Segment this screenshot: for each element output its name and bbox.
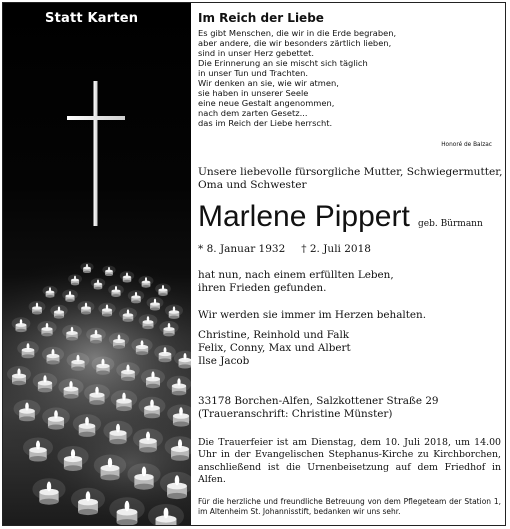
address-line: 33178 Borchen-Alfen, Salzkottener Straße 29 [198, 395, 439, 407]
cross-with-candles-icon [3, 3, 191, 525]
poem-line: nach dem zarten Gesetz... [198, 108, 308, 119]
family-line: Felix, Conny, Max und Albert [198, 342, 351, 355]
address-line: (Traueranschrift: Christine Münster) [198, 408, 393, 421]
poem-line: in unser Tun und Trachten. [198, 68, 308, 79]
peace-statement [198, 269, 503, 295]
family-line: Christine, Reinhold und Falk [198, 329, 350, 341]
peace-line: hat nun, nach einem erfüllten Leben, [198, 269, 394, 281]
death-date: † 2. Juli 2018 [301, 243, 371, 255]
poem-line: Die Erinnerung an sie mischt sich täglich [198, 58, 368, 69]
memory-line: Wir werden sie immer im Herzen behalten. [198, 309, 427, 321]
cross-horizontal-beam [67, 116, 125, 120]
poem-title: Im Reich der Liebe [198, 11, 324, 25]
statt-karten-label: Statt Karten [45, 11, 139, 26]
poem-author: Honoré de Balzac [441, 142, 492, 148]
family-names [198, 329, 503, 369]
poem-line: Es gibt Menschen, die wir in die Erde begraben, [198, 28, 397, 38]
mourning-address [198, 395, 503, 421]
deceased-name: Marlene Pippert [198, 200, 410, 233]
cross-candle-photo [3, 3, 191, 525]
thanks-note: Für die herzliche und freundliche Betreuung von dem Pflegeteam der Station 1, im Altenheim St. Johannisstift, bedanken wir uns sehr. [198, 497, 501, 517]
peace-line: ihren Frieden gefunden. [198, 282, 327, 295]
relation-text: Unsere liebevolle fürsorgliche Mutter, Schwiegermutter, Oma und Schwester [198, 166, 503, 192]
cross-vertical-beam [94, 81, 98, 226]
poem-line: sie haben in unserer Seele [198, 88, 309, 99]
obituary-notice [2, 2, 506, 526]
family-line: Ilse Jacob [198, 355, 250, 368]
poem-line: das im Reich der Liebe herrscht. [198, 118, 333, 129]
poem [198, 28, 500, 128]
maiden-name: geb. Bürmann [418, 219, 483, 229]
funeral-service-info: Die Trauerfeier ist am Dienstag, dem 10. Juli 2018, um 14.00 Uhr in der Evangelischen Stephanus-Kirche zu Kirchborchen, anschließend ist die Urnenbeisetzung auf dem Friedhof in Alfen. [198, 437, 501, 486]
birth-date: * 8. Januar 1932 [198, 243, 286, 255]
poem-line: eine neue Gestalt angenommen, [198, 98, 335, 109]
life-dates [198, 243, 371, 255]
poem-line: aber andere, die wir besonders zärtlich lieben, [198, 38, 392, 49]
poem-line: sind in unser Herz gebettet. [198, 48, 314, 59]
poem-line: Wir denken an sie, wie wir atmen, [198, 78, 339, 89]
memory-statement [198, 309, 503, 322]
